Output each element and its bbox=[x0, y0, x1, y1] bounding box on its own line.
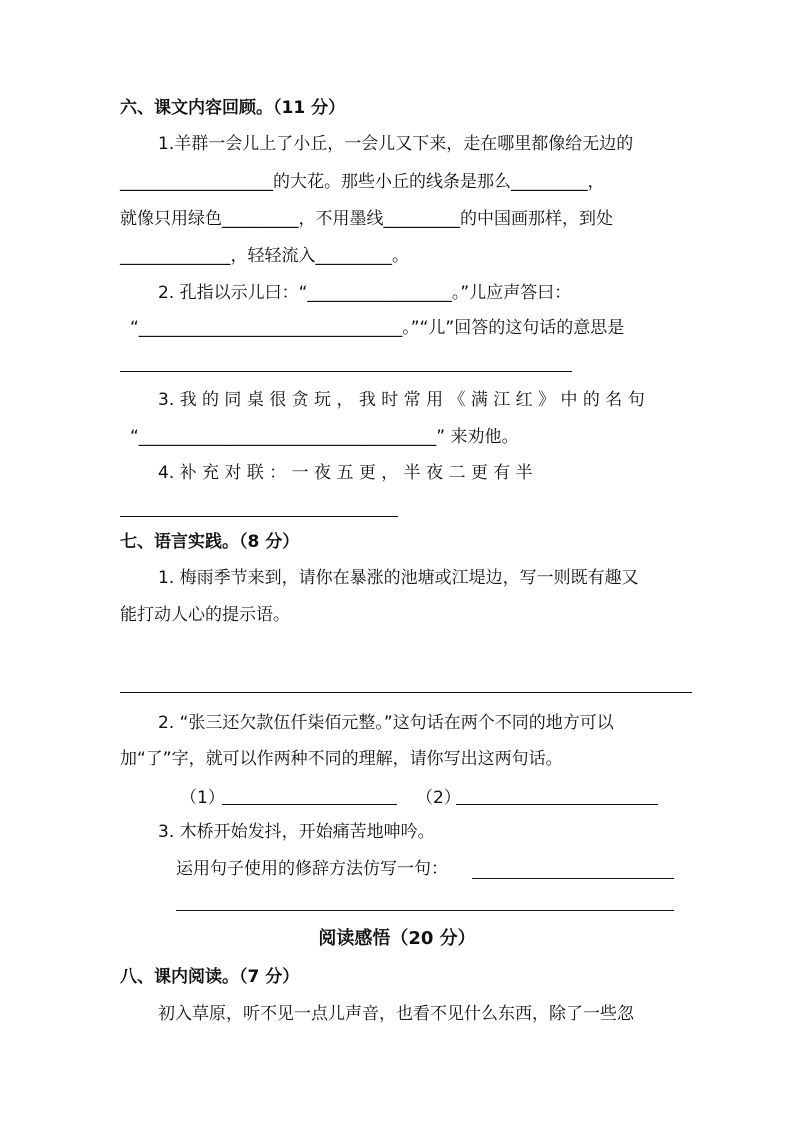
q7-3-answer-line-1 bbox=[472, 878, 674, 879]
q7-1-line-1: 1. 梅雨季节来到，请你在暴涨的池塘或江堤边，写一则既有趣又 bbox=[158, 568, 639, 588]
q7-2-answer-1-label: （1） bbox=[180, 788, 225, 808]
q6-1-line-1: 1.羊群一会儿上了小丘，一会儿又下来，走在哪里都像给无边的 bbox=[158, 134, 634, 154]
q7-3-line-1: 3. 木桥开始发抖，开始痛苦地呻吟。 bbox=[158, 822, 435, 842]
q7-3-line-2: 运用句子使用的修辞方法仿写一句： bbox=[176, 859, 448, 879]
q6-1-line-4: _____________，轻轻流入_________。 bbox=[120, 246, 409, 266]
q7-3-answer-line-2 bbox=[176, 910, 674, 911]
q6-2-line-1: 2. 孔指以示儿曰：“_________________。”儿应声答曰： bbox=[158, 283, 572, 303]
q7-2-answer-1-line bbox=[222, 804, 397, 805]
q6-1-line-2: __________________的大花。那些小丘的线条是那么_________， bbox=[120, 172, 605, 192]
section-7-heading: 七、语言实践。（8 分） bbox=[120, 532, 300, 552]
section-6-heading: 六、课文内容回顾。（11 分） bbox=[120, 98, 346, 118]
reading-section-title: 阅读感悟（20 分） bbox=[318, 928, 476, 949]
section-8-heading: 八、课内阅读。（7 分） bbox=[120, 967, 300, 987]
q7-2-line-2: 加“了”字，就可以作两种不同的理解，请你写出这两句话。 bbox=[120, 749, 563, 769]
q7-1-line-2: 能打动人心的提示语。 bbox=[120, 605, 290, 625]
q6-3-line-1: 3. 我 的 同 桌 很 贪 玩 ， 我 时 常 用 《 满 江 红 》 中 的 名 句 bbox=[158, 390, 645, 410]
q7-1-answer-line bbox=[120, 692, 692, 693]
q6-3-line-2: “___________________________________” 来劝他。 bbox=[130, 427, 519, 447]
q6-4-line-1: 4. 补 充 对 联 ： 一 夜 五 更 ， 半 夜 二 更 有 半 bbox=[158, 463, 533, 483]
q6-2-line-2: “_______________________________。”“儿”回答的这句话的意思是 bbox=[130, 318, 625, 338]
q7-2-answer-2-label: （2） bbox=[416, 788, 461, 808]
q6-1-line-3: 就像只用绿色_________，不用墨线_________的中国画那样，到处 bbox=[120, 209, 613, 229]
q6-2-answer-line bbox=[120, 371, 572, 372]
q7-2-answer-2-line bbox=[456, 804, 658, 805]
q6-4-answer-line bbox=[120, 516, 398, 517]
q7-2-line-1: 2. “张三还欠款伍仟柒佰元整。”这句话在两个不同的地方可以 bbox=[158, 713, 614, 733]
passage-line-1: 初入草原，听不见一点儿声音，也看不见什么东西，除了一些忽 bbox=[158, 1004, 634, 1024]
